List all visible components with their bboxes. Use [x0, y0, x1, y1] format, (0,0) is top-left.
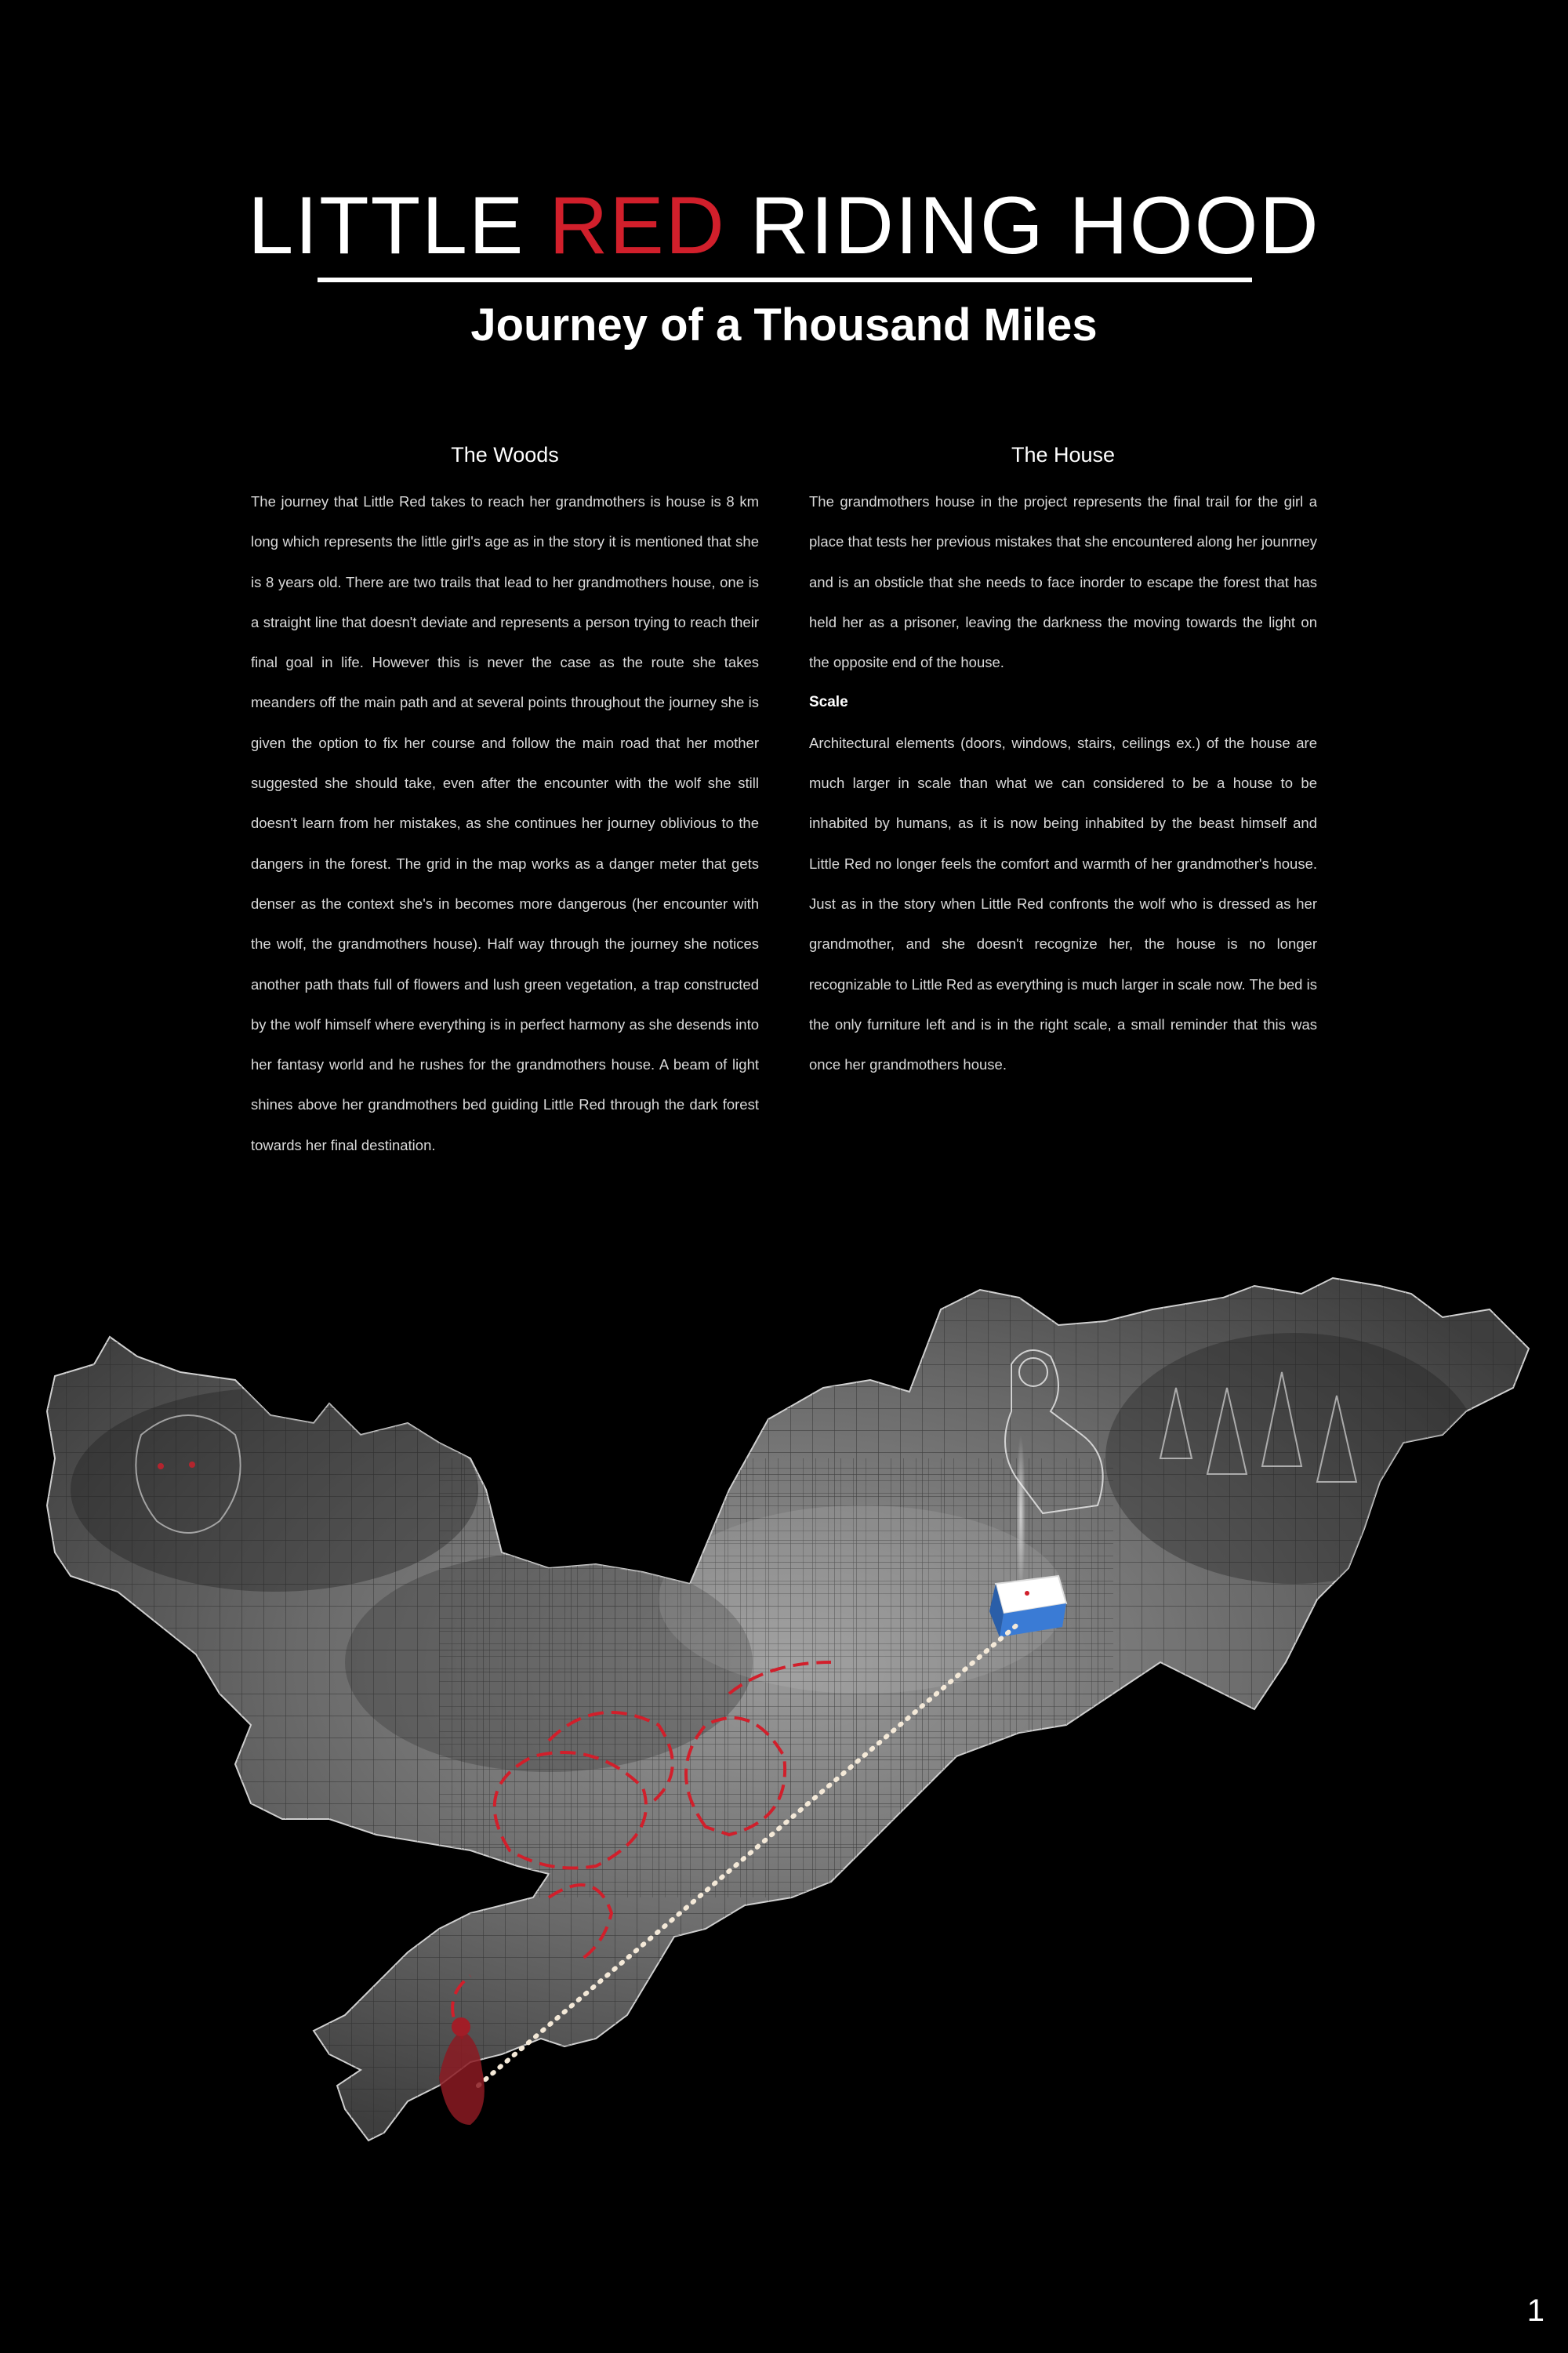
- woods-body: The journey that Little Red takes to reach her grandmothers is house is 8 km long which represents the little girl's age as in the story it is mentioned that she is 8 years old. There are two trails that lead to her grandmothers house, one is a straight line that doesn't deviate and represents a person trying to reach their final goal in life. However this is never the case as the route she takes meanders off the main path and at several points throughout the journey she is given the option to fix her course and follow the main road that her mother suggested she should take, even after the encounter with the wolf she still doesn't learn from her mistakes, as she continues her journey oblivious to the dangers in the forest. The grid in the map works as a danger meter that gets denser as the context she's in becomes more dangerous (her encounter with the wolf, the grandmothers house). Half way through the journey she notices another path thats full of flowers and lush green vegetation, a trap constructed by the wolf himself where everything is in perfect harmony as she desends into her fantasy world and he rushes for the grandmothers house. A beam of light shines above her grandmothers bed guiding Little Red through the dark forest towards her final destination.: [251, 493, 759, 1153]
- title-part-riding-hood: RIDING HOOD: [725, 180, 1320, 271]
- grid-overlay: [0, 1255, 1568, 2219]
- poster-subtitle: Journey of a Thousand Miles: [470, 300, 1098, 350]
- title-underline: [318, 278, 1252, 282]
- woods-heading: The Woods: [451, 443, 559, 467]
- poster-title: [0, 179, 1568, 273]
- page-number: 1: [1526, 2293, 1544, 2328]
- title-part-red: RED: [549, 180, 726, 271]
- light-beam-icon: [1016, 1435, 1025, 1592]
- forest-map-illustration: [0, 1255, 1568, 2219]
- house-body: The grandmothers house in the project represents the final trail for the girl a place that tests her previous mistakes that she encountered along her jounrney and is an obsticle that she needs to face inorder to escape the forest that has held her as a prisoner, leaving the darkness the moving towards the light on the opposite end of the house.: [809, 493, 1317, 671]
- woods-column: [251, 439, 759, 1165]
- grandmother-house-icon: [989, 1576, 1066, 1637]
- scale-heading: Scale: [809, 694, 848, 711]
- title-part-little: LITTLE: [248, 180, 550, 271]
- forest-map: [0, 1255, 1568, 2219]
- house-heading: The House: [1011, 443, 1116, 467]
- house-column: [809, 439, 1317, 1084]
- scale-body: Architectural elements (doors, windows, stairs, ceilings ex.) of the house are much larger in scale than what we can considered to be a house to be inhabited by humans, as it is now being inhabited by the beast himself and Little Red no longer feels the comfort and warmth of her grandmother's house. Just as in the story when Little Red confronts the wolf who is dressed as her grandmother, and she doesn't recognize her, the house is no longer recognizable to Little Red as everything is much larger in scale now. The bed is the only furniture left and is in the right scale, a small reminder that this was once her grandmothers house.: [809, 734, 1317, 1073]
